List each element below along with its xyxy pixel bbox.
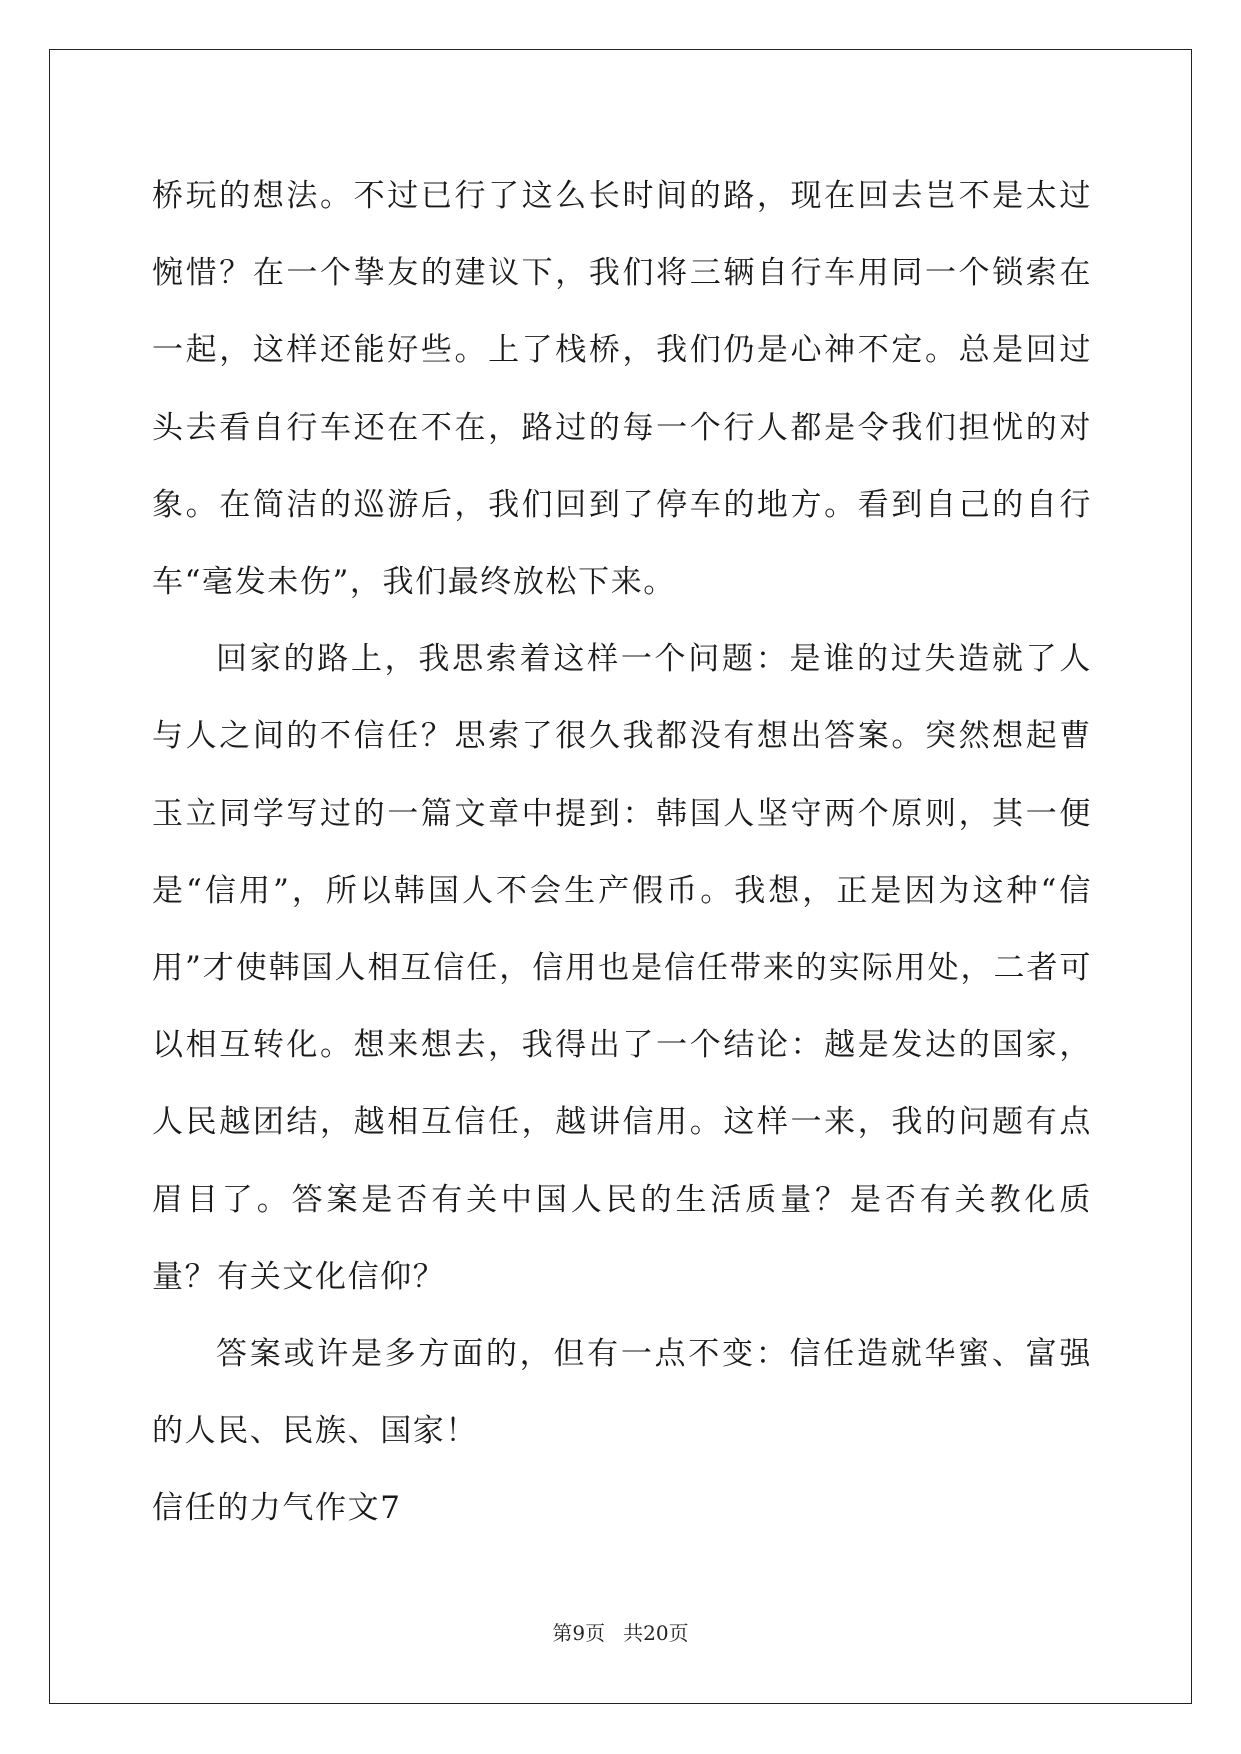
paragraph-2: 回家的路上，我思索着这样一个问题：是谁的过失造就了人与人之间的不信任？思索了很久我都没有想出答案。突然想起曹玉立同学写过的一篇文章中提到：韩国人坚守两个原则，其一便是“信用”，所以韩国人不会生产假币。我想，正是因为这种“信用”才使韩国人相互信任，信用也是信任带来的实际用处，二者可以相互转化。想来想去，我得出了一个结论：越是发达的国家，人民越团结，越相互信任，越讲信用。这样一来，我的问题有点眉目了。答案是否有关中国人民的生活质量？是否有关教化质量？有关文化信仰？ [152,641,1092,1295]
document-body [152,158,1092,1548]
section-heading: 信任的力气作文7 [152,1490,402,1527]
total-pages-label: 共20页 [623,1621,689,1645]
current-page-label: 第9页 [552,1621,606,1645]
paragraph-1: 桥玩的想法。不过已行了这么长时间的路，现在回去岂不是太过惋惜？在一个挚友的建议下，我们将三辆自行车用同一个锁索在一起，这样还能好些。上了栈桥，我们仍是心神不定。总是回过头去看自行车还在不在，路过的每一个行人都是令我们担忧的对象。在简洁的巡游后，我们回到了停车的地方。看到自己的自行车“毫发未伤”，我们最终放松下来。 [152,178,1092,601]
paragraph-3: 答案或许是多方面的，但有一点不变：信任造就华蜜、富强的人民、民族、国家！ [152,1336,1092,1450]
page-footer [0,1617,1241,1646]
